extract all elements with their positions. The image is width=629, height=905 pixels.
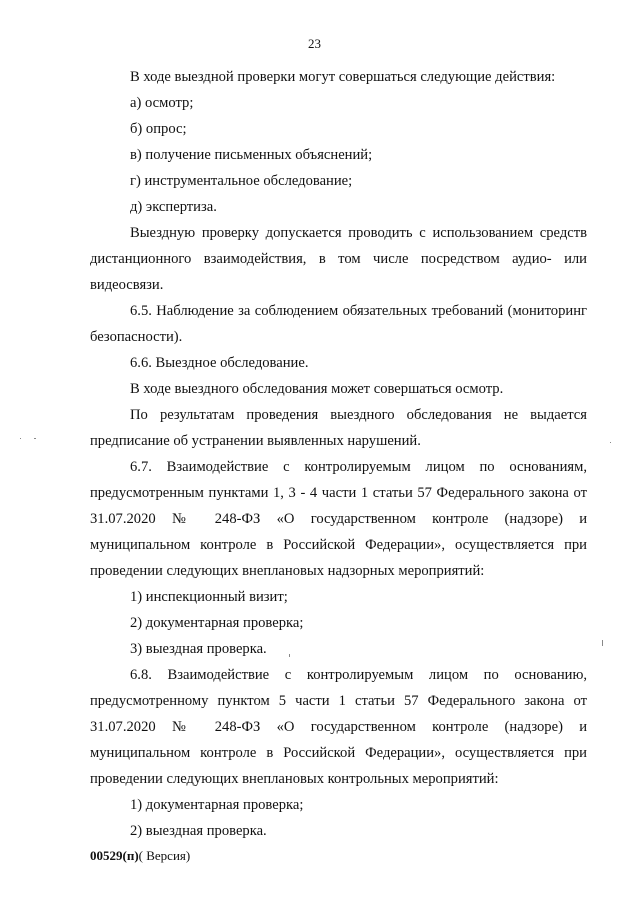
- footer-code: [90, 848, 190, 864]
- list-item-1: 1) инспекционный визит;: [130, 589, 288, 605]
- page-number: 23: [308, 36, 321, 51]
- document-version: ( Версия): [138, 848, 191, 863]
- list-item-v: в) получение письменных объяснений;: [130, 147, 373, 163]
- paragraph-6-7: 6.7. Взаимодействие с контролируемым лицом по основаниям, предусмотренным пунктами 1, 3 - 4 части 1 статьи 57 Федерального закона от 31.07.2020 № 248-ФЗ «О государственном контроле (надзоре) и муниципальном контроле в Российской Федерации», осуществляется при проведении следующих внеплановых надзорных мероприятий:: [90, 459, 587, 579]
- scan-speck: [289, 654, 290, 657]
- scan-speck: [34, 438, 36, 439]
- list-item-d: д) экспертиза.: [130, 199, 217, 215]
- scan-speck: [610, 442, 611, 443]
- scan-speck: [602, 640, 603, 646]
- scan-speck: [20, 438, 21, 439]
- document-code: 00529(п): [90, 848, 139, 863]
- list-item-b: б) опрос;: [130, 121, 187, 137]
- list-item-a: а) осмотр;: [130, 95, 194, 111]
- list-item-g: г) инструментальное обследование;: [130, 173, 353, 189]
- list-item-3: 3) выездная проверка.: [130, 641, 267, 657]
- paragraph-6-8: 6.8. Взаимодействие с контролируемым лицом по основанию, предусмотренному пунктом 5 части 1 статьи 57 Федерального закона от 31.07.2020 № 248-ФЗ «О государственном контроле (надзоре) и муниципальном контроле в Российской Федерации», осуществляется при проведении следующих внеплановых контрольных мероприятий:: [90, 667, 587, 787]
- list-item-2: 2) документарная проверка;: [130, 615, 304, 631]
- document-body: [90, 64, 587, 844]
- list-item-1b: 1) документарная проверка;: [130, 797, 304, 813]
- paragraph-6-6: 6.6. Выездное обследование.: [130, 355, 309, 371]
- paragraph-results: По результатам проведения выездного обследования не выдается предписание об устранении выявленных нарушений.: [90, 407, 587, 449]
- paragraph-inspection: В ходе выездного обследования может совершаться осмотр.: [130, 381, 504, 397]
- paragraph-1: В ходе выездной проверки могут совершаться следующие действия:: [130, 69, 556, 85]
- list-item-2b: 2) выездная проверка.: [130, 823, 267, 839]
- paragraph-remote: Выездную проверку допускается проводить с использованием средств дистанционного взаимодействия, в том числе посредством аудио- или видеосвязи.: [90, 225, 587, 293]
- paragraph-6-5: 6.5. Наблюдение за соблюдением обязательных требований (мониторинг безопасности).: [90, 303, 587, 345]
